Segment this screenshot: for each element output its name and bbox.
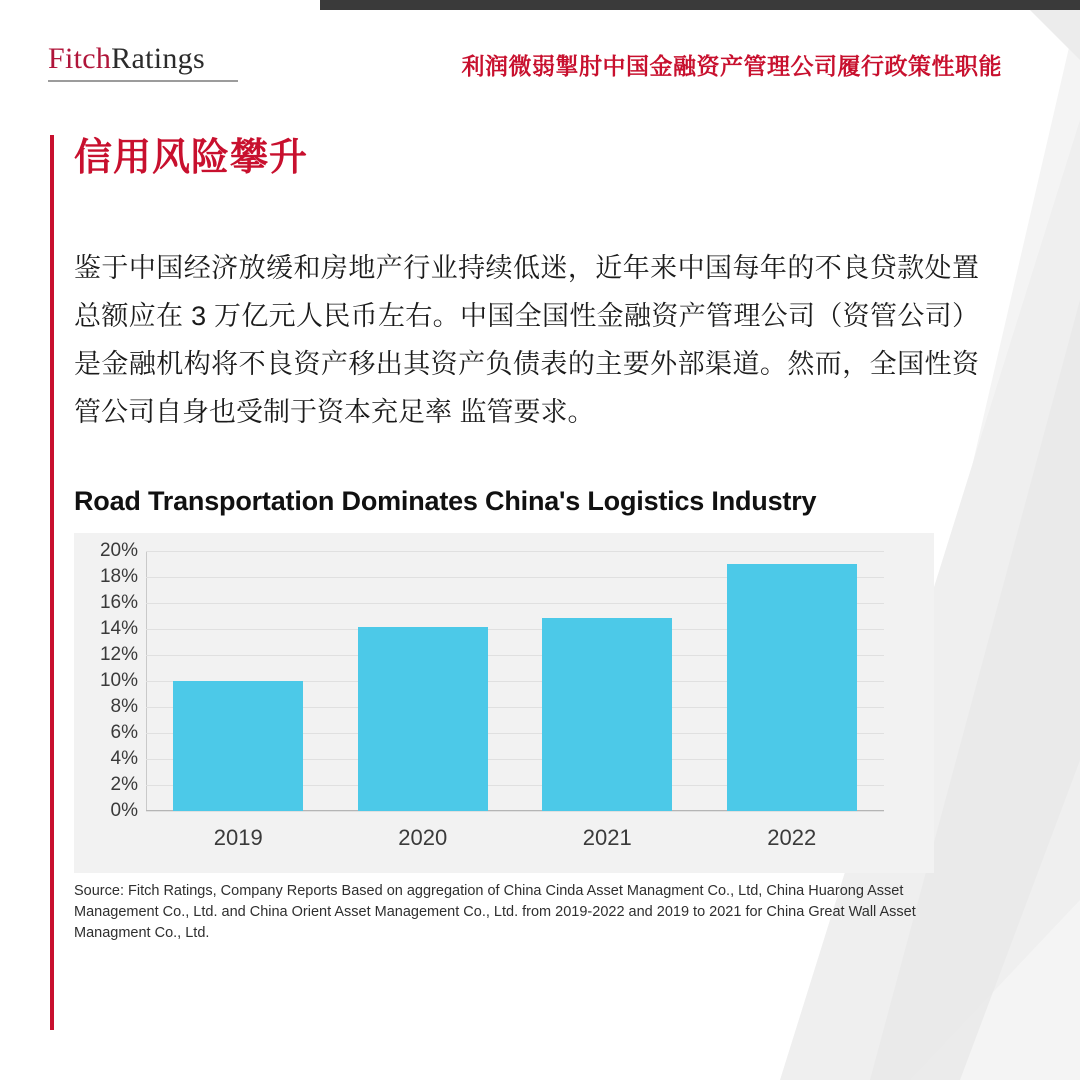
page-header: [0, 38, 1080, 108]
logo-fitch-text: Fitch: [48, 42, 112, 75]
x-axis-tick-label: 2022: [767, 824, 817, 850]
x-axis-tick-label: 2021: [582, 824, 632, 850]
x-axis-labels: [146, 825, 884, 851]
y-axis-tick-label: 16%: [99, 591, 138, 613]
x-axis-tick-label: 2020: [398, 824, 448, 850]
gridline: [110, 799, 884, 821]
y-axis-tick-label: 10%: [99, 669, 138, 691]
y-axis-tick-label: 12%: [99, 643, 138, 665]
y-axis-tick-label: 4%: [110, 747, 138, 769]
bar-chart: [74, 533, 934, 873]
y-axis-tick-label: 8%: [110, 695, 138, 717]
page-title: 信用风险攀升: [74, 137, 309, 179]
logo-underline: [48, 80, 238, 82]
body-paragraph: 鉴于中国经济放缓和房地产行业持续低迷，近年来中国每年的不良贷款处置总额应在 3 万亿元人民币左右。中国全国性金融资产管理公司（资管公司）是金融机构将不良资产移出其资产负债表的主要外部渠道。然而，全国性资管公司自身也受制于资本充足率 监管要求。: [74, 252, 979, 427]
bar: [358, 627, 488, 810]
bar: [727, 564, 857, 811]
y-axis-tick-label: 20%: [99, 539, 138, 561]
fitch-ratings-logo: [48, 42, 205, 76]
y-axis-tick-label: 0%: [110, 799, 138, 821]
bar-column: [146, 551, 331, 811]
bar-series: [146, 551, 884, 811]
chart-title: Road Transportation Dominates China's Logistics Industry: [74, 485, 817, 516]
header-title: 利润微弱掣肘中国金融资产管理公司履行政策性职能: [461, 53, 1002, 79]
bar: [173, 681, 303, 811]
main-content: [74, 136, 1004, 944]
left-accent-rule: [50, 135, 54, 1030]
bar-column: [331, 551, 516, 811]
bar-column: [700, 551, 885, 811]
plot-area: [99, 539, 884, 821]
chart-source-note: Source: Fitch Ratings, Company Reports Based on aggregation of China Cinda Asset Managment Co., Ltd, China Huarong Asset Management Co., Ltd. and China Orient Asset Management Co., Ltd. from 2019-2022 and 2019 to 2021 for China Great Wall Asset Managment Co., Ltd.: [74, 882, 916, 941]
y-axis-tick-label: 18%: [99, 565, 138, 587]
x-axis-tick-label: 2019: [213, 824, 263, 850]
y-axis-tick-label: 2%: [110, 773, 138, 795]
y-axis-tick-label: 6%: [110, 721, 138, 743]
chart-block: [74, 486, 979, 944]
y-axis-tick-label: 14%: [99, 617, 138, 639]
bar: [542, 618, 672, 810]
top-accent-bar: [320, 0, 1080, 10]
logo-ratings-text: Ratings: [111, 42, 205, 75]
bar-column: [515, 551, 700, 811]
